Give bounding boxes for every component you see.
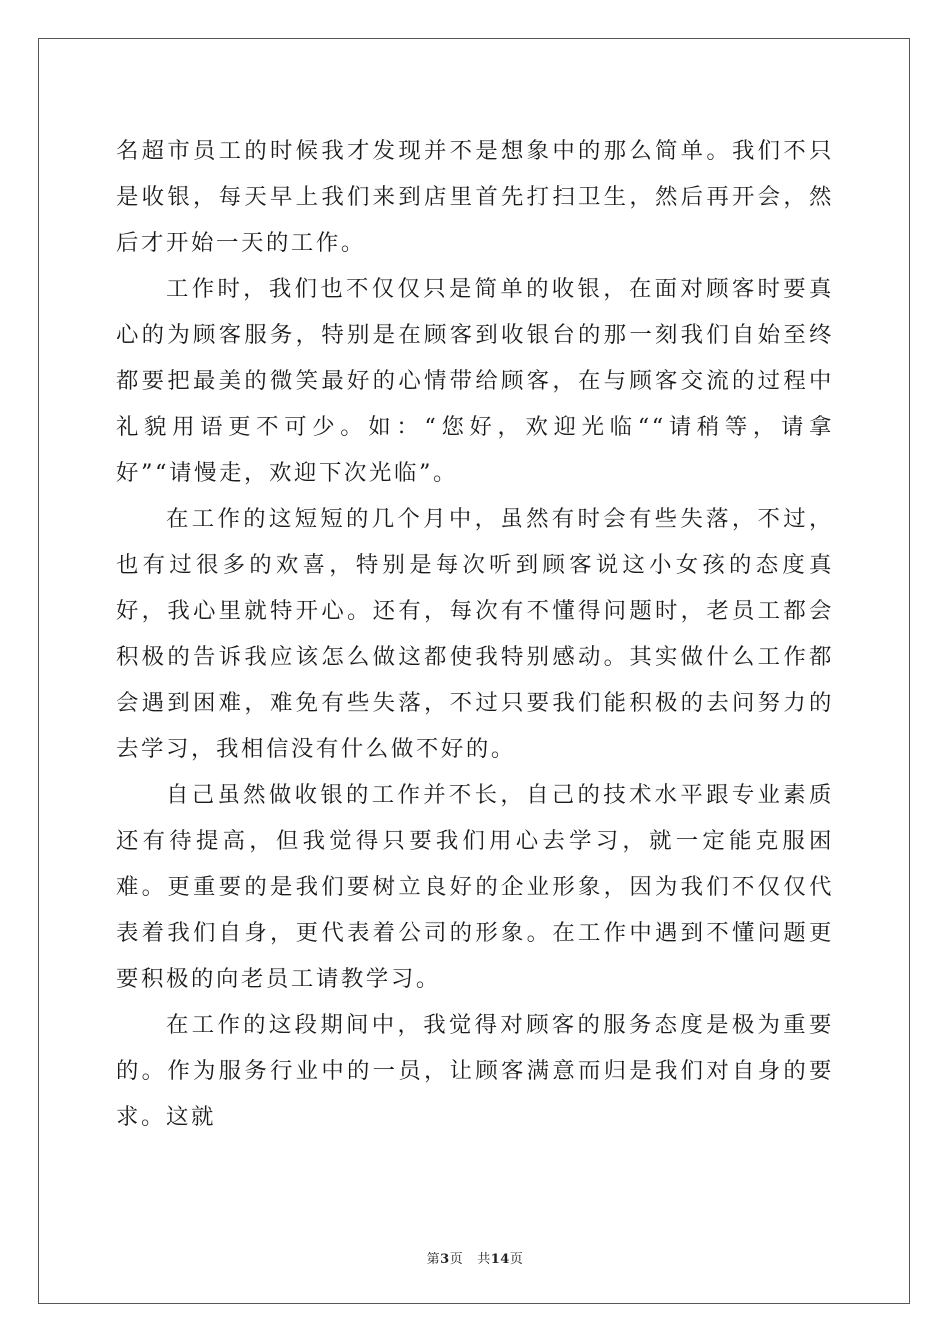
paragraph-3: 在工作的这短短的几个月中，虽然有时会有些失落，不过，也有过很多的欢喜，特别是每次听到顾客说这小女孩的态度真好，我心里就特开心。还有，每次有不懂得问题时，老员工都会积极的告诉我应该怎么做这都使我特别感动。其实做什么工作都会遇到困难，难免有些失落，不过只要我们能积极的去问努力的去学习，我相信没有什么做不好的。 [116,506,834,762]
document-body [116,128,834,1140]
paragraph-1: 名超市员工的时候我才发现并不是想象中的那么简单。我们不只是收银，每天早上我们来到店里首先打扫卫生，然后再开会，然后才开始一天的工作。 [116,138,834,256]
total-label-prefix: 共 [477,1252,491,1267]
paragraph-4: 自己虽然做收银的工作并不长，自己的技术水平跟专业素质还有待提高，但我觉得只要我们用心去学习，就一定能克服困难。更重要的是我们要树立良好的企业形象，因为我们不仅仅代表着我们自身，更代表着公司的形象。在工作中遇到不懂问题更要积极的向老员工请教学习。 [116,782,834,992]
total-label-suffix: 页 [509,1252,524,1267]
page-label-suffix: 页 [449,1252,464,1267]
paragraph-2: 工作时，我们也不仅仅只是简单的收银，在面对顾客时要真心的为顾客服务，特别是在顾客到收银台的那一刻我们自始至终都要把最美的微笑最好的心情带给顾客，在与顾客交流的过程中礼貌用语更不可少。如：“您好，欢迎光临““请稍等，请拿好”“请慢走，欢迎下次光临”。 [116,276,834,486]
current-page-number: 3 [440,1252,450,1267]
total-pages-number: 14 [490,1252,510,1267]
page-label-prefix: 第 [426,1252,441,1267]
paragraph-5: 在工作的这段期间中，我觉得对顾客的服务态度是极为重要的。作为服务行业中的一员，让顾客满意而归是我们对自身的要求。这就 [116,1012,834,1130]
page-footer [0,1248,950,1267]
